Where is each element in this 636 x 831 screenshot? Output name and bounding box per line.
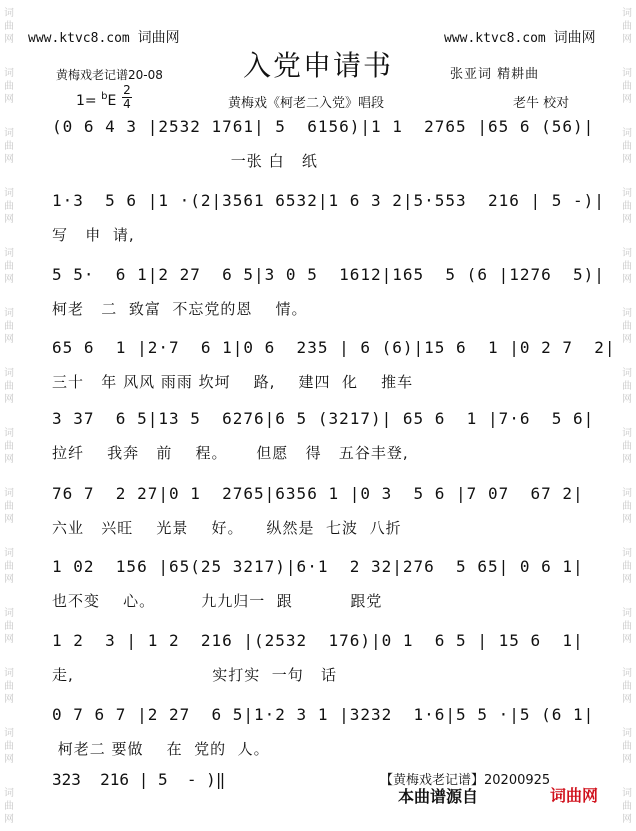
watermark-char: 词: [622, 308, 632, 319]
lyric-line: 六业 兴旺 光景 好。 纵然是 七波 八折: [52, 519, 402, 537]
watermark-char: 词: [4, 668, 14, 679]
watermark-char: 曲: [622, 381, 632, 392]
key-label: 1=: [76, 93, 97, 109]
watermark-char: 网: [622, 634, 632, 645]
watermark-char: 词: [622, 248, 632, 259]
watermark-char: 词: [4, 428, 14, 439]
watermark-char: 曲: [622, 141, 632, 152]
watermark-char: 词: [4, 308, 14, 319]
score-source: 黄梅戏老记谱20-08: [56, 68, 163, 82]
watermark-char: 词: [4, 8, 14, 19]
notation-line: 1 02 156 |65(25 3217)|6·1 2 32|276 5 65| 0 6 1|: [52, 557, 584, 576]
watermark-char: 网: [4, 514, 14, 525]
watermark-char: 网: [622, 754, 632, 765]
watermark-char: 曲: [622, 81, 632, 92]
score-system-5: [52, 408, 595, 464]
watermark-char: 曲: [4, 741, 14, 752]
watermark-char: 曲: [622, 681, 632, 692]
lyric-line: 柯老 二 致富 不忘党的恩 情。: [52, 300, 308, 318]
notation-line: 1 2 3 | 1 2 216 |(2532 176)|0 1 6 5 | 15 6 1|: [52, 631, 584, 650]
lyric-line: 柯老二 要做 在 党的 人。: [52, 740, 270, 758]
watermark-char: 网: [4, 574, 14, 585]
watermark-char: 曲: [622, 21, 632, 32]
watermark-char: 网: [4, 274, 14, 285]
watermark-char: 曲: [4, 801, 14, 812]
watermark-char: 网: [4, 634, 14, 645]
watermark-char: 词: [4, 68, 14, 79]
lyric-line: 三十 年 风风 雨雨 坎坷 路, 建四 化 推车: [52, 373, 414, 391]
score-system-6: [52, 483, 592, 539]
watermark-char: 词: [622, 788, 632, 799]
lyric-line: 走, 实打实 一句 话: [52, 666, 338, 684]
watermark-char: 网: [4, 334, 14, 345]
lyric-line: 拉纤 我奔 前 程。 但愿 得 五谷丰登,: [52, 444, 409, 462]
watermark-char: 曲: [4, 21, 14, 32]
lyric-line: 也不变 心。 九九归一 跟 跟党: [52, 592, 383, 610]
watermark-char: 网: [4, 454, 14, 465]
watermark-char: 网: [622, 574, 632, 585]
watermark-char: 词: [622, 608, 632, 619]
notation-line: 0 7 6 7 |2 27 6 5|1·2 3 1 |3232 1·6|5 5 ·|5 (6 1|: [52, 705, 595, 724]
footer-source: 本曲谱源自: [398, 787, 479, 806]
watermark-char: 曲: [622, 441, 632, 452]
watermark-char: 词: [4, 368, 14, 379]
watermark-char: 网: [622, 694, 632, 705]
score-system-8: [52, 630, 592, 686]
watermark-char: 网: [4, 754, 14, 765]
watermark-char: 网: [622, 514, 632, 525]
lyric-line: 写 申 请,: [52, 226, 135, 244]
watermark-char: 网: [622, 454, 632, 465]
watermark-char: 曲: [4, 141, 14, 152]
watermark-url-text: www.ktvc8.com: [28, 31, 130, 46]
watermark-char: 曲: [4, 381, 14, 392]
watermark-char: 曲: [622, 561, 632, 572]
key-signature: [76, 91, 116, 109]
watermark-char: 词: [622, 68, 632, 79]
watermark-char: 词: [622, 548, 632, 559]
time-signature: [122, 84, 132, 111]
watermark-char: 网: [622, 94, 632, 105]
watermark-char: 词: [4, 788, 14, 799]
watermark-char: 曲: [4, 561, 14, 572]
watermark-char: 词: [4, 248, 14, 259]
watermark-char: 词: [4, 728, 14, 739]
watermark-char: 网: [622, 34, 632, 45]
watermark-char: 词: [4, 548, 14, 559]
watermark-char: 词: [622, 488, 632, 499]
watermark-char: 网: [4, 94, 14, 105]
subtitle: 黄梅戏《柯老二入党》唱段: [228, 96, 385, 111]
authors: 张亚词 精耕曲: [450, 67, 540, 82]
watermark-char: 曲: [622, 501, 632, 512]
watermark-char: 词: [622, 188, 632, 199]
page-title: 入党申请书: [242, 49, 393, 82]
left-watermark-strip: [0, 0, 18, 831]
watermark-char: 网: [622, 154, 632, 165]
score-system-9: [52, 704, 595, 760]
watermark-char: 曲: [4, 81, 14, 92]
final-notation-line: 323 216 | 5 - )‖: [52, 770, 226, 789]
flat-sign: b: [101, 91, 108, 102]
watermark-char: 网: [622, 334, 632, 345]
notation-line: 76 7 2 27|0 1 2765|6356 1 |0 3 5 6 |7 07 67 2|: [52, 484, 584, 503]
watermark-char: 网: [4, 34, 14, 45]
watermark-char: 曲: [4, 261, 14, 272]
watermark-site-text: 词曲网: [137, 30, 180, 46]
watermark-char: 词: [622, 128, 632, 139]
time-top: 2: [123, 83, 131, 97]
watermark-char: 词: [622, 368, 632, 379]
key-note: E: [107, 93, 117, 109]
lyric-line: 一张 白 纸: [52, 152, 318, 170]
time-bottom: 4: [123, 97, 131, 111]
watermark-char: 词: [622, 8, 632, 19]
proofread-credit: 老牛 校对: [513, 96, 570, 111]
score-system-1: [52, 116, 595, 172]
right-watermark-strip: [618, 0, 636, 831]
watermark-char: 词: [622, 668, 632, 679]
watermark-char: 词: [622, 728, 632, 739]
watermark-char: 曲: [4, 441, 14, 452]
notation-line: 65 6 1 |2·7 6 1|0 6 235 | 6 (6)|15 6 1 |0 2 7 2|: [52, 338, 616, 357]
watermark-char: 网: [4, 814, 14, 825]
notation-line: (0 6 4 3 |2532 1761| 5 6156)|1 1 2765 |65 6 (56)|: [52, 117, 595, 136]
watermark-char: 曲: [4, 201, 14, 212]
watermark-char: 词: [4, 128, 14, 139]
watermark-char: 词: [4, 488, 14, 499]
watermark-site-text: 词曲网: [553, 30, 596, 46]
watermark-char: 网: [4, 394, 14, 405]
watermark-char: 词: [4, 608, 14, 619]
score-system-4: [52, 337, 616, 393]
watermark-char: 曲: [622, 321, 632, 332]
notation-line: 1·3 5 6 |1 ·(2|3561 6532|1 6 3 2|5·553 216 | 5 -)|: [52, 191, 605, 210]
watermark-char: 曲: [622, 261, 632, 272]
site-logo: 词曲网: [550, 786, 599, 805]
watermark-char: 网: [4, 214, 14, 225]
watermark-char: 曲: [622, 801, 632, 812]
watermark-char: 词: [4, 188, 14, 199]
watermark-char: 网: [4, 154, 14, 165]
watermark-url-text: www.ktvc8.com: [444, 31, 546, 46]
watermark-char: 曲: [4, 321, 14, 332]
watermark-char: 网: [4, 694, 14, 705]
notation-line: 3 37 6 5|13 5 6276|6 5 (3217)| 65 6 1 |7·6 5 6|: [52, 409, 595, 428]
watermark-char: 曲: [4, 501, 14, 512]
watermark-char: 曲: [622, 621, 632, 632]
notation-line: 5 5· 6 1|2 27 6 5|3 0 5 1612|165 5 (6 |1276 5)|: [52, 265, 605, 284]
watermark-char: 曲: [4, 621, 14, 632]
watermark-char: 曲: [622, 741, 632, 752]
watermark-char: 网: [622, 394, 632, 405]
score-system-2: [52, 190, 605, 246]
footer-tag: 【黄梅戏老记谱】20200925: [380, 773, 551, 788]
watermark-char: 网: [622, 814, 632, 825]
watermark-char: 网: [622, 214, 632, 225]
score-system-7: [52, 556, 592, 612]
score-system-3: [52, 264, 605, 320]
watermark-char: 词: [622, 428, 632, 439]
watermark-char: 曲: [4, 681, 14, 692]
watermark-char: 网: [622, 274, 632, 285]
watermark-char: 曲: [622, 201, 632, 212]
